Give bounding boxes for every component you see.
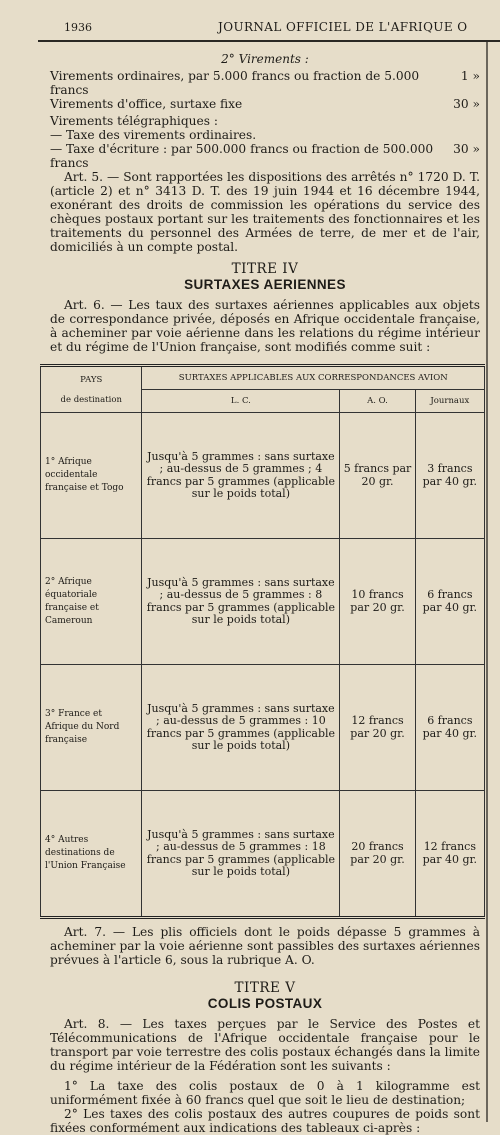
cell-ao: 5 francs par 20 gr. bbox=[340, 413, 415, 539]
cell-journaux: 3 francs par 40 gr. bbox=[415, 413, 484, 539]
titre-iv-subtitle: SURTAXES AERIENNES bbox=[184, 277, 346, 292]
cell-ao: 10 francs par 20 gr. bbox=[340, 539, 415, 665]
cell-pays: 4° Autres destinations de l'Union Française bbox=[41, 791, 142, 918]
journal-title: JOURNAL OFFICIEL DE L'AFRIQUE O bbox=[218, 20, 468, 34]
article-8: Art. 8. — Les taxes perçues par le Service des Postes et Télécommunications de l'Afrique occidentale française pour le transport par voie terrestre des colis postaux échangés dans la limite du régime intérieur de la Fédération sont les suivants : bbox=[50, 1017, 480, 1073]
article-7: Art. 7. — Les plis officiels dont le poids dépasse 5 grammes à acheminer par la voie aérienne sont passibles des surtaxes aériennes prévues à l'article 6, sous la rubrique A. O. bbox=[50, 925, 480, 967]
fee-line-ecriture: — Taxe d'écriture : par 500.000 francs ou fraction de 500.000 francs 30 » bbox=[50, 142, 480, 170]
cell-pays: 2° Afrique équatoriale française et Cameroun bbox=[41, 539, 142, 665]
virements-heading: 2° Virements : bbox=[221, 52, 309, 66]
cell-journaux: 6 francs par 40 gr. bbox=[415, 665, 484, 791]
column-divider bbox=[486, 42, 488, 1122]
cell-lc: Jusqu'à 5 grammes : sans surtaxe ; au-dessus de 5 grammes ; 4 francs par 5 grammes (applicable sur le poids total) bbox=[142, 413, 340, 539]
telegraphiques-heading: Virements télégraphiques : bbox=[50, 114, 218, 128]
cell-lc: Jusqu'à 5 grammes : sans surtaxe ; au-dessus de 5 grammes : 10 francs par 5 grammes (applicable sur le poids total) bbox=[142, 665, 340, 791]
table-row bbox=[41, 413, 485, 539]
cell-lc: Jusqu'à 5 grammes : sans surtaxe ; au-dessus de 5 grammes : 18 francs par 5 grammes (applicable sur le poids total) bbox=[142, 791, 340, 918]
list-item: 2° Les taxes des colis postaux des autres coupures de poids sont fixées conformément aux indications des tableaux ci-après : bbox=[50, 1107, 480, 1135]
cell-journaux: 12 francs par 40 gr. bbox=[415, 791, 484, 918]
article-5: Art. 5. — Sont rapportées les dispositions des arrêtés n° 1720 D. T. (article 2) et n° 3413 D. T. des 19 juin 1944 et 16 décembre 1944, exonérant des droits de commission les opérations du service des chèques postaux portant sur les traitements des fonctionnaires et les traitements du personnel des Armées de terre, de mer et de l'air, domiciliés à un compte postal. bbox=[50, 170, 480, 254]
fee-line-taxe: — Taxe des virements ordinaires. bbox=[50, 128, 257, 142]
cell-ao: 12 francs par 20 gr. bbox=[340, 665, 415, 791]
surtaxes-table bbox=[40, 364, 485, 919]
header-ao: A. O. bbox=[340, 390, 415, 413]
article-6: Art. 6. — Les taux des surtaxes aériennes applicables aux objets de correspondance privée, déposés en Afrique occidentale française, à acheminer par voie aérienne dans les relations du régime intérieur et du régime de l'Union française, sont modifiés comme suit : bbox=[50, 298, 480, 354]
page-header bbox=[38, 18, 500, 42]
page-number: 1936 bbox=[64, 21, 92, 34]
titre-v-label: TITRE V bbox=[234, 980, 296, 996]
cell-pays: 3° France et Afrique du Nord française bbox=[41, 665, 142, 791]
table-row bbox=[41, 791, 485, 918]
table-row bbox=[41, 539, 485, 665]
header-group: SURTAXES APPLICABLES AUX CORRESPONDANCES AVION bbox=[142, 366, 485, 390]
table-header-row bbox=[41, 366, 485, 390]
titre-v-subtitle: COLIS POSTAUX bbox=[207, 996, 323, 1011]
header-lc: L. C. bbox=[142, 390, 340, 413]
list-item: 1° La taxe des colis postaux de 0 à 1 kilogramme est uniformément fixée à 60 francs quel que soit le lieu de destination; bbox=[50, 1079, 480, 1107]
cell-journaux: 6 francs par 40 gr. bbox=[415, 539, 484, 665]
main-column bbox=[45, 48, 480, 1135]
cell-ao: 20 francs par 20 gr. bbox=[340, 791, 415, 918]
titre-iv-label: TITRE IV bbox=[231, 261, 299, 277]
cell-pays: 1° Afrique occidentale française et Togo bbox=[41, 413, 142, 539]
article-8-list bbox=[50, 1079, 480, 1135]
table-row bbox=[41, 665, 485, 791]
header-journaux: Journaux bbox=[415, 390, 484, 413]
fee-line-office: Virements d'office, surtaxe fixe 30 » bbox=[50, 97, 480, 111]
fee-line-ordinaires: Virements ordinaires, par 5.000 francs ou fraction de 5.000 francs 1 » bbox=[50, 69, 480, 97]
header-pays: PAYS de destination bbox=[41, 366, 142, 413]
cell-lc: Jusqu'à 5 grammes : sans surtaxe ; au-dessus de 5 grammes : 8 francs par 5 grammes (applicable sur le poids total) bbox=[142, 539, 340, 665]
